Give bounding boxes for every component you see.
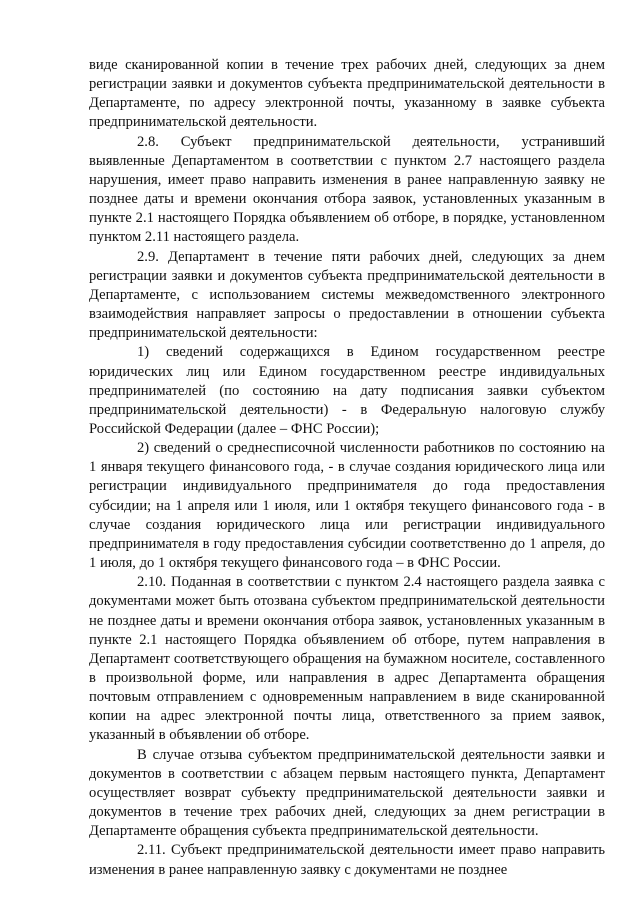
- paragraph-continuation: виде сканированной копии в течение трех рабочих дней, следующих за днем регистрации заявки и документов субъекта предпринимательской деятельности в Департаменте, по адресу электронной почты, указанному в заявке субъекта предпринимательской деятельности.: [89, 57, 605, 131]
- document-page: [89, 56, 605, 880]
- paragraph-2-9-item-1: 1) сведений содержащихся в Едином государственном реестре юридических лиц или Едином государственном реестре индивидуальных предпринимателей (по состоянию на дату подписания заявки субъектом предпринимательской деятельности) - в Федеральную налоговую службу Российской Федерации (далее – ФНС России);: [89, 344, 605, 437]
- paragraph-2-11: 2.11. Субъект предпринимательской деятельности имеет право направить изменения в ранее направленную заявку с документами не позднее: [89, 842, 605, 878]
- paragraph-2-10: 2.10. Поданная в соответствии с пунктом 2.4 настоящего раздела заявка с документами может быть отозвана субъектом предпринимательской деятельности не позднее даты и времени окончания отбора заявок, установленных указанным в пункте 2.1 настоящего Порядка объявлением об отборе, путем направления в Департамент соответствующего обращения на бумажном носителе, составленного в произвольной форме, или направления в адрес Департамента обращения почтовым отправлением с одновременным направлением в виде сканированной копии на адрес электронной почты лица, ответственного за прием заявок, указанный в объявлении об отборе.: [89, 574, 605, 744]
- paragraph-2-8: 2.8. Субъект предпринимательской деятельности, устранивший выявленные Департаментом в соответствии с пунктом 2.7 настоящего раздела нарушения, имеет право направить изменения в ранее направленную заявку не позднее даты и времени окончания отбора заявок, установленных указанным в пункте 2.1 настоящего Порядка объявлением об отборе, в порядке, установленном пунктом 2.11 настоящего раздела.: [89, 133, 605, 246]
- paragraph-2-9: 2.9. Департамент в течение пяти рабочих дней, следующих за днем регистрации заявки и документов субъекта предпринимательской деятельности в Департаменте, с использованием системы межведомственного электронного взаимодействия направляет запросы о предоставлении в отношении субъекта предпринимательской деятельности:: [89, 248, 605, 342]
- paragraph-2-10-second: В случае отзыва субъектом предпринимательской деятельности заявки и документов в соответствии с абзацем первым настоящего пункта, Департамент осуществляет возврат субъекту предпринимательской деятельности заявки и документов в течение трех рабочих дней, следующих за днем регистрации в Департаменте обращения субъекта предпринимательской деятельности.: [89, 746, 605, 840]
- paragraph-2-9-item-2: 2) сведений о среднесписочной численности работников по состоянию на 1 января текущего финансового года, - в случае создания юридического лица или регистрации индивидуального предпринимателя до года предоставления субсидии; на 1 апреля или 1 июля, или 1 октября текущего финансового года - в случае создания юридического лица или регистрации индивидуального предпринимателя в году предоставления субсидии соответственно до 1 апреля, до 1 июля, до 1 октября текущего финансового года – в ФНС России.: [89, 440, 605, 572]
